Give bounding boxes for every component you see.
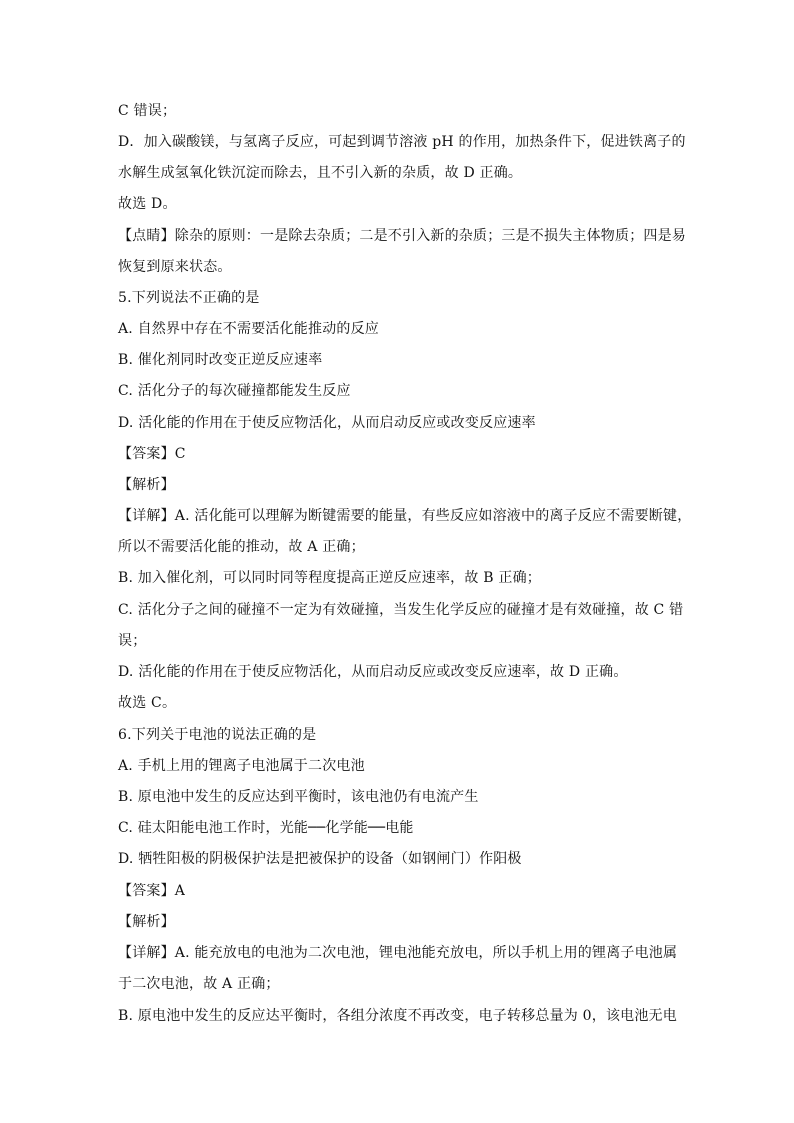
text-line: 【点睛】除杂的原则：一是除去杂质；二是不引入新的杂质；三是不损失主体物质；四是易	[118, 228, 686, 244]
text-line: 所以不需要活化能的推动，故 A 正确；	[118, 539, 365, 555]
analysis-heading: 【解析】	[118, 477, 175, 493]
text-line: B. 加入催化剂，可以同时同等程度提高正逆反应速率，故 B 正确；	[118, 570, 541, 586]
text-line: 于二次电池，故 A 正确；	[118, 976, 280, 992]
analysis-heading: 【解析】	[118, 914, 175, 930]
option-line: A. 手机上用的锂离子电池属于二次电池	[118, 758, 365, 774]
option-line: C. 硅太阳能电池工作时，光能──化学能──电能	[118, 820, 414, 836]
text-line: D. 活化能的作用在于使反应物活化，从而启动反应或改变反应速率，故 D 正确。	[118, 664, 628, 680]
text-line: D．加入碳酸镁，与氢离子反应，可起到调节溶液 pH 的作用，加热条件下，促进铁离子的	[118, 134, 686, 150]
question-title: 6.下列关于电池的说法正确的是	[118, 727, 317, 743]
option-line: B. 原电池中发生的反应达到平衡时，该电池仍有电流产生	[118, 789, 479, 805]
answer-line: 【答案】C	[118, 446, 186, 462]
text-line: C 错误；	[118, 103, 177, 119]
option-line: D. 活化能的作用在于使反应物活化，从而启动反应或改变反应速率	[118, 415, 536, 431]
option-line: D. 牺牲阳极的阴极保护法是把被保护的设备（如钢闸门）作阳极	[118, 851, 522, 867]
text-line: C. 活化分子之间的碰撞不一定为有效碰撞，当发生化学反应的碰撞才是有效碰撞，故 C 错	[118, 602, 684, 618]
text-line: 【详解】A. 能充放电的电池为二次电池，锂电池能充放电，所以手机上用的锂离子电池属	[118, 945, 678, 961]
question-title: 5.下列说法不正确的是	[118, 290, 260, 306]
option-line: B. 催化剂同时改变正逆反应速率	[118, 352, 323, 368]
text-line: 故选 D。	[118, 196, 177, 212]
text-line: 误；	[118, 633, 147, 649]
text-line: 【详解】A. 活化能可以理解为断键需要的能量，有些反应如溶液中的离子反应不需要断键，	[118, 508, 692, 524]
text-line: 水解生成氢氧化铁沉淀而除去，且不引入新的杂质，故 D 正确。	[118, 165, 523, 181]
option-line: A. 自然界中存在不需要活化能推动的反应	[118, 321, 380, 337]
answer-line: 【答案】A	[118, 883, 186, 899]
option-line: C. 活化分子的每次碰撞都能发生反应	[118, 383, 351, 399]
text-line: 恢复到原来状态。	[118, 259, 232, 275]
text-line: B. 原电池中发生的反应达平衡时，各组分浓度不再改变，电子转移总量为 0，该电池无电	[118, 1008, 677, 1024]
text-line: 故选 C。	[118, 695, 177, 711]
